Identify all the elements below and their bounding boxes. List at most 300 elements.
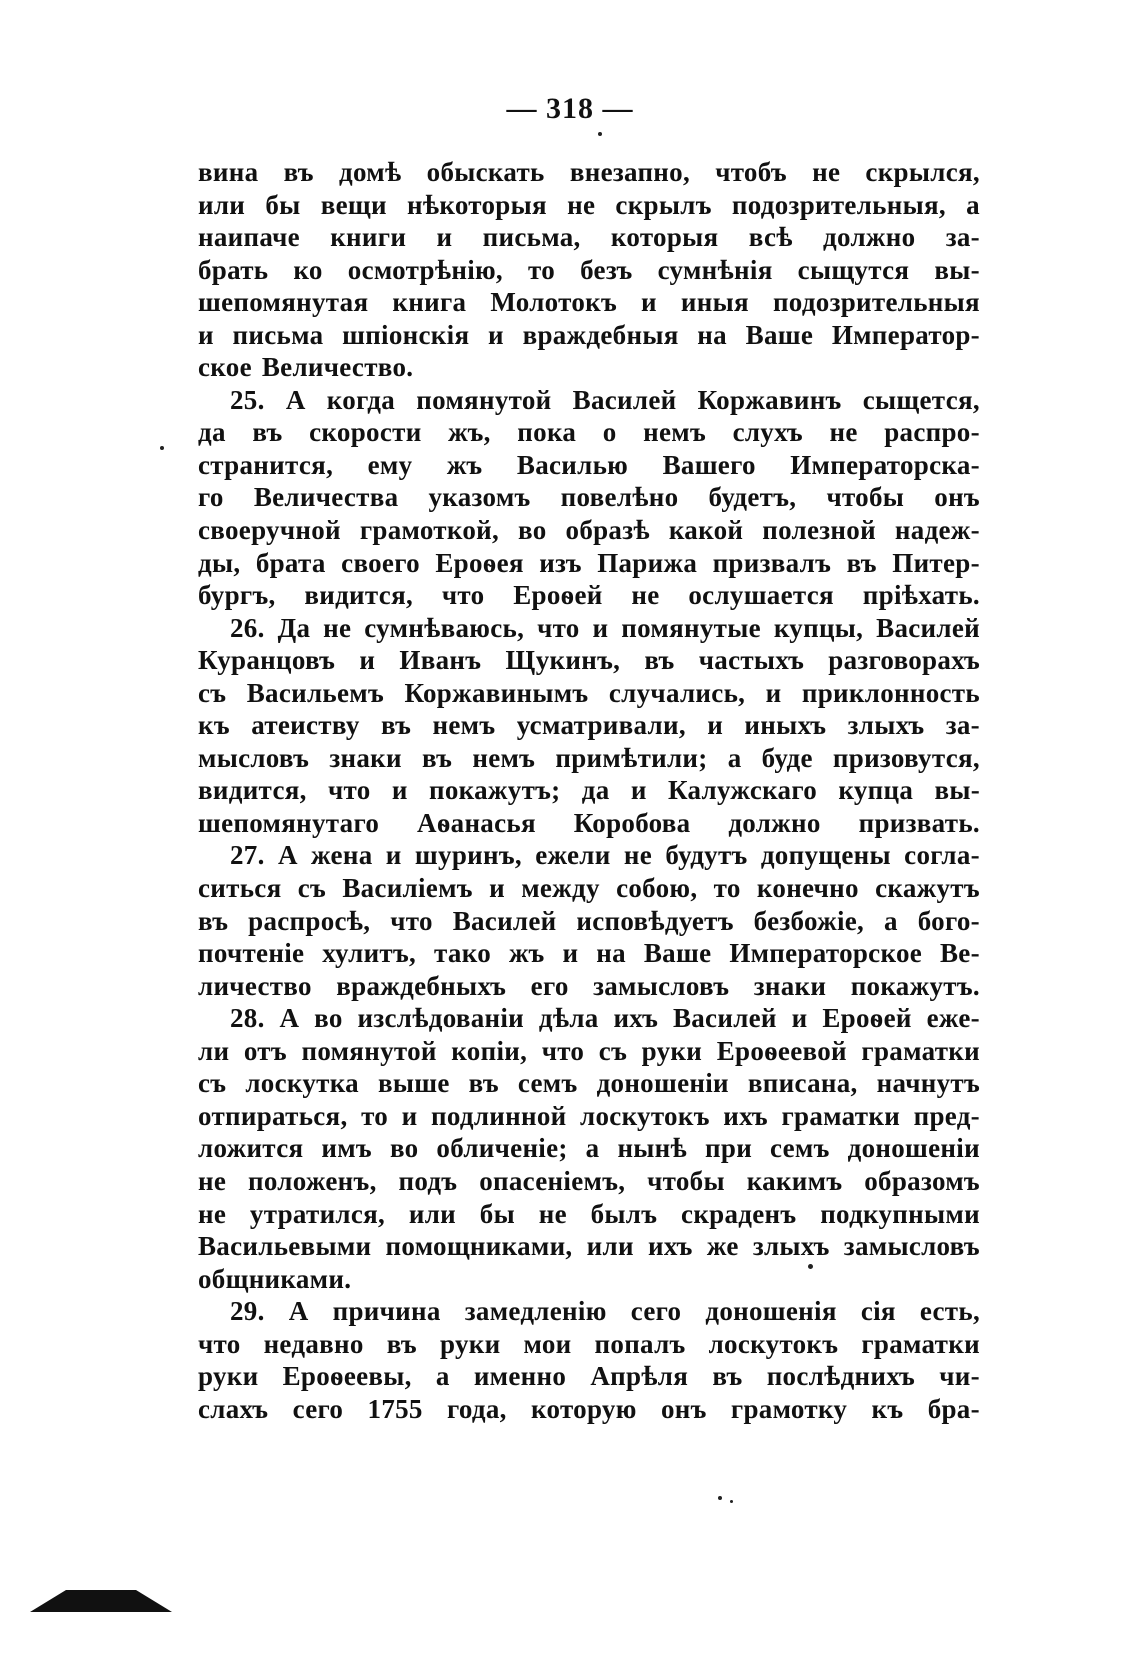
word: жена bbox=[311, 840, 373, 871]
text-line bbox=[198, 351, 980, 384]
word: еже- bbox=[926, 1003, 980, 1034]
word: вещи bbox=[320, 189, 387, 220]
word: письма, bbox=[482, 222, 581, 253]
word: Василью bbox=[516, 449, 629, 480]
word: Ваше bbox=[745, 319, 814, 350]
word: призовутся, bbox=[832, 742, 980, 773]
text-line bbox=[198, 1002, 980, 1035]
word: грамоткой, bbox=[359, 515, 500, 546]
word: бра- bbox=[927, 1393, 980, 1424]
word: же bbox=[706, 1231, 739, 1262]
word: Ероѳея bbox=[435, 547, 524, 578]
word: и bbox=[391, 775, 408, 806]
word: ихъ bbox=[723, 1100, 768, 1131]
word: хулитъ, bbox=[322, 938, 417, 969]
word: не bbox=[198, 1165, 227, 1196]
word: съ bbox=[198, 1068, 227, 1099]
word: Коржавинъ bbox=[697, 384, 842, 415]
word: 27. bbox=[230, 840, 265, 871]
word: Ве- bbox=[940, 938, 980, 969]
word: Парижа bbox=[597, 547, 698, 578]
text-line bbox=[198, 189, 980, 222]
word: Ваше bbox=[643, 938, 712, 969]
text-line bbox=[198, 1393, 980, 1426]
word: книга bbox=[392, 287, 467, 318]
word: въ bbox=[198, 905, 229, 936]
word: въ bbox=[283, 157, 314, 187]
word: Иванъ bbox=[399, 645, 482, 676]
word: или bbox=[408, 1198, 457, 1229]
text-line bbox=[198, 1198, 980, 1231]
word: Васильевыми bbox=[198, 1231, 372, 1262]
word: онъ bbox=[934, 482, 980, 513]
text-line bbox=[198, 872, 980, 905]
word: ихъ bbox=[648, 1231, 693, 1262]
word: примѣтили; bbox=[555, 742, 708, 773]
text-line bbox=[198, 286, 980, 319]
word: копіи, bbox=[451, 1035, 528, 1066]
word: чтобъ bbox=[715, 157, 787, 187]
word: почтеніе bbox=[198, 938, 305, 969]
text-line bbox=[198, 774, 980, 807]
word: не bbox=[567, 189, 596, 220]
word: въ bbox=[252, 417, 283, 448]
word: доношеніи bbox=[596, 1068, 729, 1099]
word: какой bbox=[668, 515, 744, 546]
word: 26. bbox=[230, 612, 265, 643]
word: ихъ bbox=[613, 1003, 659, 1034]
word: будутъ bbox=[665, 840, 748, 871]
word: собою, bbox=[616, 873, 698, 904]
word: есть, bbox=[919, 1296, 980, 1327]
word: го bbox=[198, 482, 224, 513]
word: и bbox=[562, 938, 579, 969]
word: шуринъ, bbox=[414, 840, 522, 871]
word: да bbox=[581, 775, 610, 806]
text-line bbox=[198, 1295, 980, 1328]
word: внезапно, bbox=[569, 157, 691, 187]
word: брата bbox=[255, 547, 326, 578]
word: выше bbox=[377, 1068, 450, 1099]
word: разговорахъ bbox=[828, 645, 980, 676]
word: подозрительныя bbox=[772, 287, 980, 318]
ink-smudge bbox=[30, 1590, 172, 1612]
word: съ bbox=[297, 873, 327, 904]
word: и bbox=[489, 873, 505, 904]
text-line bbox=[198, 416, 980, 449]
word: а bbox=[585, 1133, 600, 1164]
word: Василей bbox=[452, 905, 557, 936]
word: руки bbox=[439, 1328, 501, 1359]
word: допущены bbox=[760, 840, 891, 871]
word: чтобы bbox=[647, 1165, 725, 1196]
word: сія bbox=[860, 1296, 896, 1327]
word: видится, bbox=[198, 775, 307, 806]
word: что bbox=[541, 1035, 585, 1066]
word: 28. bbox=[230, 1003, 265, 1034]
word: своего bbox=[341, 547, 420, 578]
word: Калужскаго bbox=[667, 775, 818, 806]
word: на bbox=[596, 938, 626, 969]
word: безъ bbox=[580, 254, 633, 285]
word: именно bbox=[473, 1361, 567, 1392]
word: нынѣ bbox=[617, 1133, 688, 1164]
word: общниками. bbox=[198, 1263, 352, 1294]
text-line bbox=[198, 481, 980, 514]
word: скорости bbox=[309, 417, 422, 448]
word: руки bbox=[641, 1035, 703, 1066]
word: начнутъ bbox=[876, 1068, 980, 1099]
word: ему bbox=[367, 449, 413, 480]
word: и bbox=[359, 645, 376, 676]
word: указомъ bbox=[428, 482, 531, 513]
word: скажутъ bbox=[875, 873, 980, 904]
word: Куранцовъ bbox=[198, 645, 336, 676]
word: Аѳанасья bbox=[417, 807, 536, 838]
text-line bbox=[198, 1328, 980, 1361]
word: семъ bbox=[517, 1068, 578, 1099]
text-line bbox=[198, 1230, 980, 1263]
word: за- bbox=[945, 710, 980, 741]
word: призвать. bbox=[858, 807, 980, 838]
page-number: — 318 — bbox=[506, 92, 634, 125]
word: Молотокъ bbox=[490, 287, 618, 318]
word: въ bbox=[846, 547, 877, 578]
word: и bbox=[630, 775, 647, 806]
word: во bbox=[389, 1133, 419, 1164]
word: обличеніе; bbox=[436, 1133, 568, 1164]
word: распросѣ, bbox=[248, 905, 371, 936]
word: полезной bbox=[762, 515, 876, 546]
word: конечно bbox=[756, 873, 859, 904]
word: Щукинъ, bbox=[505, 645, 621, 676]
word: отпираться, bbox=[198, 1100, 348, 1131]
word: мои bbox=[523, 1328, 572, 1359]
text-line bbox=[198, 1263, 980, 1296]
word: за- bbox=[945, 222, 980, 253]
text-line bbox=[198, 319, 980, 352]
text-line bbox=[198, 1132, 980, 1165]
word: причина bbox=[332, 1296, 441, 1327]
word: исповѣдуетъ bbox=[576, 905, 734, 936]
word: чи- bbox=[939, 1361, 980, 1392]
word: или bbox=[586, 1231, 634, 1262]
word: и bbox=[385, 840, 402, 871]
word: пока bbox=[517, 417, 577, 448]
word: и bbox=[488, 319, 504, 350]
word: изслѣдованіи bbox=[357, 1003, 525, 1034]
word: жъ, bbox=[448, 417, 491, 448]
word: бого- bbox=[917, 905, 980, 936]
word: обыскать bbox=[426, 157, 545, 187]
text-line bbox=[198, 1165, 980, 1198]
word: Василей bbox=[672, 1003, 777, 1034]
word: нѣкоторыя bbox=[407, 189, 547, 220]
word: Ероѳеевой bbox=[716, 1035, 847, 1066]
word: надеж- bbox=[894, 515, 980, 546]
word: ко bbox=[293, 254, 323, 285]
word: имъ bbox=[321, 1133, 372, 1164]
word: покажутъ; bbox=[428, 775, 561, 806]
word: покажутъ. bbox=[850, 970, 980, 1001]
word: Питер- bbox=[892, 547, 980, 578]
word: Ероѳей bbox=[822, 1003, 912, 1034]
word: дѣла bbox=[538, 1003, 599, 1034]
word: не bbox=[198, 1198, 227, 1229]
word: о bbox=[602, 417, 617, 448]
word: немъ bbox=[472, 742, 536, 773]
word: въ bbox=[644, 645, 675, 676]
word: и bbox=[765, 677, 782, 708]
word: А bbox=[279, 1003, 300, 1034]
word: во bbox=[314, 1003, 343, 1034]
text-line bbox=[198, 547, 980, 580]
word: и bbox=[592, 612, 609, 643]
word: Император- bbox=[831, 319, 980, 350]
word: подъ bbox=[398, 1165, 458, 1196]
word: буде bbox=[761, 742, 813, 773]
word: ды, bbox=[198, 547, 241, 578]
word: вписана, bbox=[747, 1068, 858, 1099]
text-line bbox=[198, 514, 980, 547]
word: лоскутокъ bbox=[580, 1100, 710, 1131]
word: между bbox=[521, 873, 600, 904]
word: не bbox=[812, 157, 841, 187]
word: грамотку bbox=[730, 1393, 848, 1424]
word: во bbox=[518, 515, 547, 546]
word: онъ bbox=[660, 1393, 707, 1424]
word: слахъ bbox=[198, 1393, 269, 1424]
word: опасеніемъ, bbox=[479, 1165, 626, 1196]
ink-speck bbox=[598, 132, 602, 136]
ink-speck bbox=[160, 446, 164, 450]
text-line bbox=[198, 449, 980, 482]
word: скрылся, bbox=[865, 157, 980, 187]
word: иныхъ bbox=[744, 710, 827, 741]
word: ли bbox=[198, 1035, 230, 1066]
ink-speck bbox=[808, 1264, 813, 1269]
word: пріѣхать. bbox=[862, 580, 980, 611]
word: положенъ, bbox=[247, 1165, 377, 1196]
word: домѣ bbox=[339, 157, 402, 187]
word: лоскутокъ bbox=[708, 1328, 839, 1359]
word: когда bbox=[326, 384, 396, 415]
word: вина bbox=[198, 157, 259, 187]
word: личество bbox=[198, 970, 312, 1001]
word: приклонность bbox=[801, 677, 980, 708]
word: да bbox=[198, 417, 226, 448]
word: Величество. bbox=[261, 352, 414, 383]
word: замедленію bbox=[464, 1296, 607, 1327]
word: граматки bbox=[781, 1100, 901, 1131]
word: помощниками, bbox=[385, 1231, 573, 1262]
word: въ bbox=[421, 742, 453, 773]
word: немъ bbox=[643, 417, 707, 448]
word: всѣ bbox=[748, 222, 793, 253]
word: что bbox=[327, 775, 371, 806]
text-line bbox=[198, 905, 980, 938]
word: Коробова bbox=[573, 807, 691, 838]
word: съ bbox=[598, 1035, 628, 1066]
word: шпіонскія bbox=[342, 319, 470, 350]
word: злыхъ bbox=[752, 1231, 830, 1262]
word: будетъ, bbox=[708, 482, 797, 513]
text-line bbox=[198, 742, 980, 775]
word: сумнѣнія bbox=[657, 254, 773, 285]
word: недавно bbox=[263, 1328, 364, 1359]
word: замысловъ bbox=[593, 970, 730, 1001]
word: въ bbox=[468, 1068, 499, 1099]
text-line bbox=[198, 1360, 980, 1393]
word: А bbox=[277, 840, 298, 871]
word: которую bbox=[531, 1393, 637, 1424]
word: бы bbox=[265, 189, 301, 220]
word: иныя bbox=[680, 287, 749, 318]
word: А bbox=[288, 1296, 309, 1327]
word: бы bbox=[479, 1198, 515, 1229]
ink-speck bbox=[718, 1496, 722, 1500]
word: Василей bbox=[572, 384, 677, 415]
word: видится, bbox=[304, 580, 414, 611]
word: не bbox=[538, 1198, 567, 1229]
text-line bbox=[198, 1067, 980, 1100]
word: странится, bbox=[198, 449, 334, 480]
word: книги bbox=[330, 222, 407, 253]
word: подозрительныя, bbox=[731, 189, 946, 220]
word: сумнѣваюсь, bbox=[364, 612, 525, 643]
word: въ bbox=[380, 710, 412, 741]
word: Василей bbox=[876, 612, 980, 643]
word: Коржавинымъ bbox=[404, 677, 589, 708]
word: распро- bbox=[884, 417, 980, 448]
text-line bbox=[198, 970, 980, 1003]
word: безбожіе, bbox=[753, 905, 865, 936]
word: ежели bbox=[535, 840, 611, 871]
word: изъ bbox=[539, 547, 582, 578]
word: какимъ bbox=[746, 1165, 843, 1196]
word: слухъ bbox=[732, 417, 803, 448]
word: тако bbox=[434, 938, 492, 969]
word: граматки bbox=[861, 1035, 980, 1066]
text-line bbox=[198, 677, 980, 710]
word: чтобы bbox=[826, 482, 905, 513]
word: не bbox=[631, 580, 660, 611]
word: 29. bbox=[230, 1296, 265, 1327]
text-line bbox=[198, 937, 980, 970]
word: съ bbox=[198, 677, 227, 708]
word: 1755 bbox=[367, 1393, 423, 1424]
word: а bbox=[966, 189, 980, 220]
word: враждебныхъ bbox=[336, 970, 507, 1001]
word: и bbox=[198, 319, 214, 350]
word: помянутые bbox=[621, 612, 761, 643]
word: осмотрѣнію, bbox=[347, 254, 503, 285]
word: Императорска- bbox=[790, 449, 980, 480]
word: бургъ, bbox=[198, 580, 276, 611]
word: въ bbox=[386, 1328, 417, 1359]
word: жъ bbox=[508, 938, 545, 969]
word: ложится bbox=[198, 1133, 304, 1164]
word: брать bbox=[198, 254, 269, 285]
word: пред- bbox=[913, 1100, 980, 1131]
word: Ероѳей bbox=[513, 580, 603, 611]
word: сего bbox=[630, 1296, 682, 1327]
text-line bbox=[198, 384, 980, 417]
word: Ероѳеевы, bbox=[282, 1361, 412, 1392]
word: что bbox=[537, 612, 580, 643]
ink-speck bbox=[730, 1500, 733, 1503]
word: помянутой bbox=[301, 1035, 437, 1066]
word: утратился, bbox=[249, 1198, 386, 1229]
word: былъ bbox=[590, 1198, 658, 1229]
word: своеручной bbox=[198, 515, 341, 546]
word: вы- bbox=[934, 775, 980, 806]
word: Васильемъ bbox=[246, 677, 385, 708]
word: и bbox=[436, 222, 453, 253]
word: попалъ bbox=[594, 1328, 686, 1359]
word: должно bbox=[823, 222, 916, 253]
word: что bbox=[198, 1328, 241, 1359]
word: знаки bbox=[329, 742, 402, 773]
word: и bbox=[641, 287, 657, 318]
word: на bbox=[697, 319, 727, 350]
word: согла- bbox=[904, 840, 980, 871]
text-line bbox=[198, 807, 980, 840]
word: Апрѣля bbox=[590, 1361, 689, 1392]
text-line bbox=[198, 221, 980, 254]
word: семъ bbox=[770, 1133, 830, 1164]
word: Величества bbox=[253, 482, 399, 513]
text-line bbox=[198, 644, 980, 677]
word: немъ bbox=[432, 710, 496, 741]
word: руки bbox=[198, 1361, 259, 1392]
word: злыхъ bbox=[847, 710, 925, 741]
word: подлинной bbox=[431, 1100, 567, 1131]
word: что bbox=[390, 905, 433, 936]
word: что bbox=[441, 580, 485, 611]
word: повелѣно bbox=[560, 482, 679, 513]
word: Да bbox=[277, 612, 311, 643]
page-text-block bbox=[198, 156, 980, 1425]
word: и bbox=[401, 1100, 418, 1131]
word: къ bbox=[198, 710, 230, 741]
word: Вашего bbox=[662, 449, 756, 480]
word: образѣ bbox=[565, 515, 650, 546]
word: ситься bbox=[198, 873, 282, 904]
word: купцы, bbox=[773, 612, 864, 643]
word: и bbox=[791, 1003, 808, 1034]
word: враждебныя bbox=[522, 319, 679, 350]
word: которыя bbox=[610, 222, 719, 253]
word: атеиству bbox=[251, 710, 360, 741]
word: жъ bbox=[446, 449, 483, 480]
word: его bbox=[530, 970, 569, 1001]
word: послѣднихъ bbox=[766, 1361, 916, 1392]
text-line bbox=[198, 579, 980, 612]
word: въ bbox=[712, 1361, 743, 1392]
word: замысловъ bbox=[843, 1231, 980, 1262]
word: вы- bbox=[934, 254, 980, 285]
word: граматки bbox=[861, 1328, 980, 1359]
word: должно bbox=[728, 807, 821, 838]
word: ское bbox=[198, 352, 252, 383]
word: призвалъ bbox=[712, 547, 832, 578]
word: случались, bbox=[608, 677, 746, 708]
word: или bbox=[198, 189, 246, 220]
word: а bbox=[727, 742, 742, 773]
word: шепомянутая bbox=[198, 287, 369, 318]
text-line bbox=[198, 156, 980, 189]
